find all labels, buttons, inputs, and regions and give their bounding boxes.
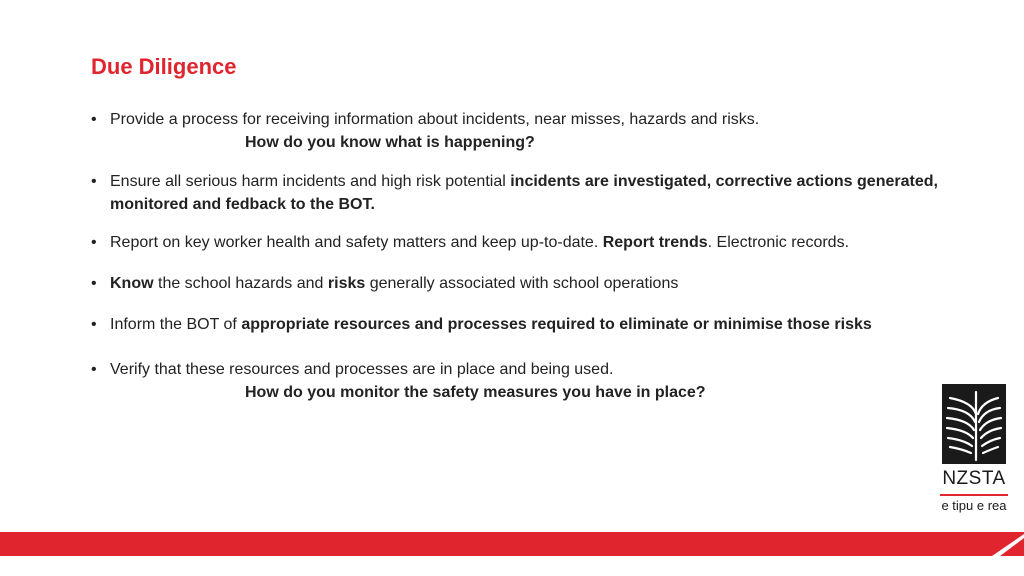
bullet-text: . Electronic records. xyxy=(707,234,850,251)
logo-tagline: e tipu e rea xyxy=(941,498,1007,513)
bullet-text: Verify that these resources and processes are in place and being used. xyxy=(110,361,614,378)
bullet-subquestion: How do you monitor the safety measures you have in place? xyxy=(245,384,706,401)
bullet-incident-process xyxy=(91,108,971,154)
fern-leaf-icon xyxy=(942,384,1006,464)
bullet-emphasis: Report trends xyxy=(602,234,708,251)
bullet-text: Provide a process for receiving information about incidents, near misses, hazards and risks. xyxy=(110,111,760,128)
nzsta-logo xyxy=(937,384,1011,518)
bullet-emphasis: appropriate resources and processes required to eliminate or minimise those risks xyxy=(241,316,872,333)
bullet-emphasis: Know xyxy=(110,275,154,292)
bullet-emphasis: incidents are investigated, corrective actions generated, monitored and fedback to the BOT. xyxy=(110,173,938,213)
bullet-subquestion: How do you know what is happening? xyxy=(245,134,535,151)
logo-name: NZSTA xyxy=(942,468,1006,489)
bullet-text: Inform the BOT of xyxy=(110,316,242,333)
bullet-text: generally associated with school operations xyxy=(365,275,679,292)
bullet-text: Report on key worker health and safety matters and keep up-to-date. xyxy=(110,234,603,251)
bullet-text: the school hazards and xyxy=(153,275,328,292)
bullet-inform-bot xyxy=(91,313,971,336)
bullet-investigations xyxy=(91,170,971,216)
footer-band xyxy=(0,532,1024,556)
logo-divider xyxy=(940,494,1008,496)
bullet-know-hazards xyxy=(91,272,971,295)
bullet-list xyxy=(91,108,971,404)
bullet-verify xyxy=(91,358,971,404)
bullet-emphasis: risks xyxy=(327,275,366,292)
bullet-reporting xyxy=(91,231,971,254)
slide-title: Due Diligence xyxy=(91,54,237,79)
bullet-text: Ensure all serious harm incidents and high risk potential xyxy=(110,173,511,190)
